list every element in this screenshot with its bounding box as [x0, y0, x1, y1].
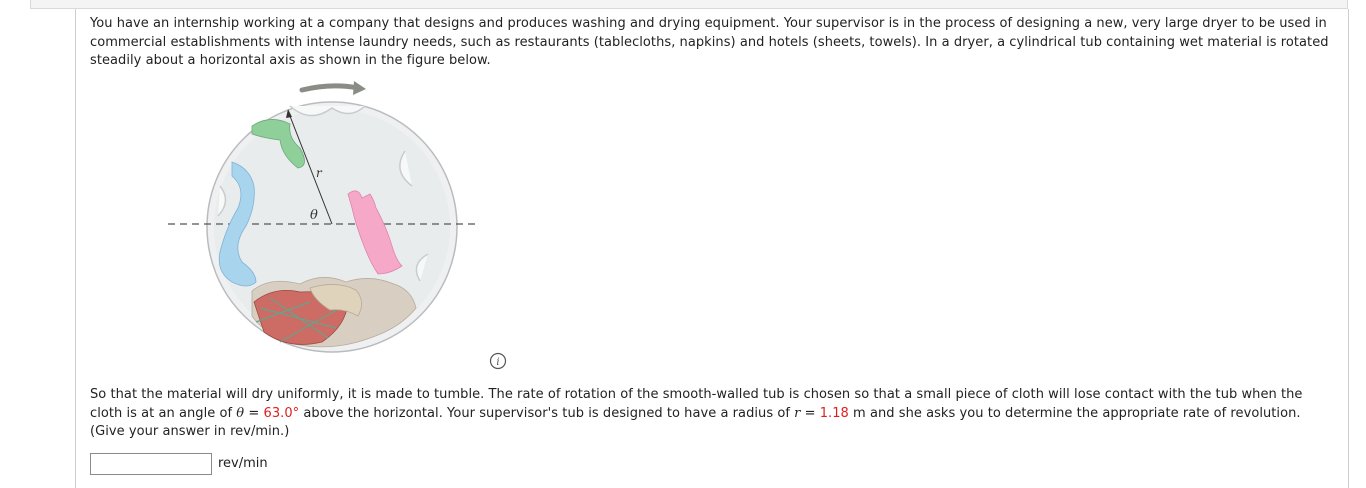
question-part3: m and she asks you to determine the appropriate rate of revolution. (Give your answer in rev/min.): [90, 405, 1301, 439]
problem-intro: You have an internship working at a company that designs and produces washing and drying equipment. Your supervisor is in the process of designing a new, very large dryer to be used in commercial establishments with intense laundry needs, such as restaurants (tablecloths, napkins) and hotels (sheets, towels). In a dryer, a cylindrical tub containing wet material is rotated steadily about a horizontal axis as shown in the figure below.: [90, 16, 1329, 68]
equals-1: =: [244, 405, 264, 421]
theta-value: 63.0°: [263, 405, 300, 421]
top-bar: [30, 0, 1348, 9]
angle-label: θ: [310, 208, 318, 223]
answer-input[interactable]: [90, 453, 212, 475]
answer-unit: rev/min: [218, 456, 268, 471]
question-text: [90, 386, 1335, 442]
info-icon[interactable]: [489, 352, 507, 370]
dryer-figure: [160, 76, 490, 361]
r-value: 1.18: [819, 405, 849, 421]
equals-2: =: [800, 405, 820, 421]
r-symbol: r: [794, 405, 801, 421]
radius-label: r: [316, 166, 322, 180]
theta-symbol: θ: [236, 405, 245, 421]
question-part1: So that the material will dry uniformly, it is made to tumble. The rate of rotation of the smooth-walled tub is chosen so that a small piece of cloth will lose contact with the tub when the cloth is at an angle of: [90, 387, 1303, 421]
svg-text:i: i: [496, 357, 500, 368]
question-part2: above the horizontal. Your supervisor's tub is designed to have a radius of: [299, 405, 795, 421]
